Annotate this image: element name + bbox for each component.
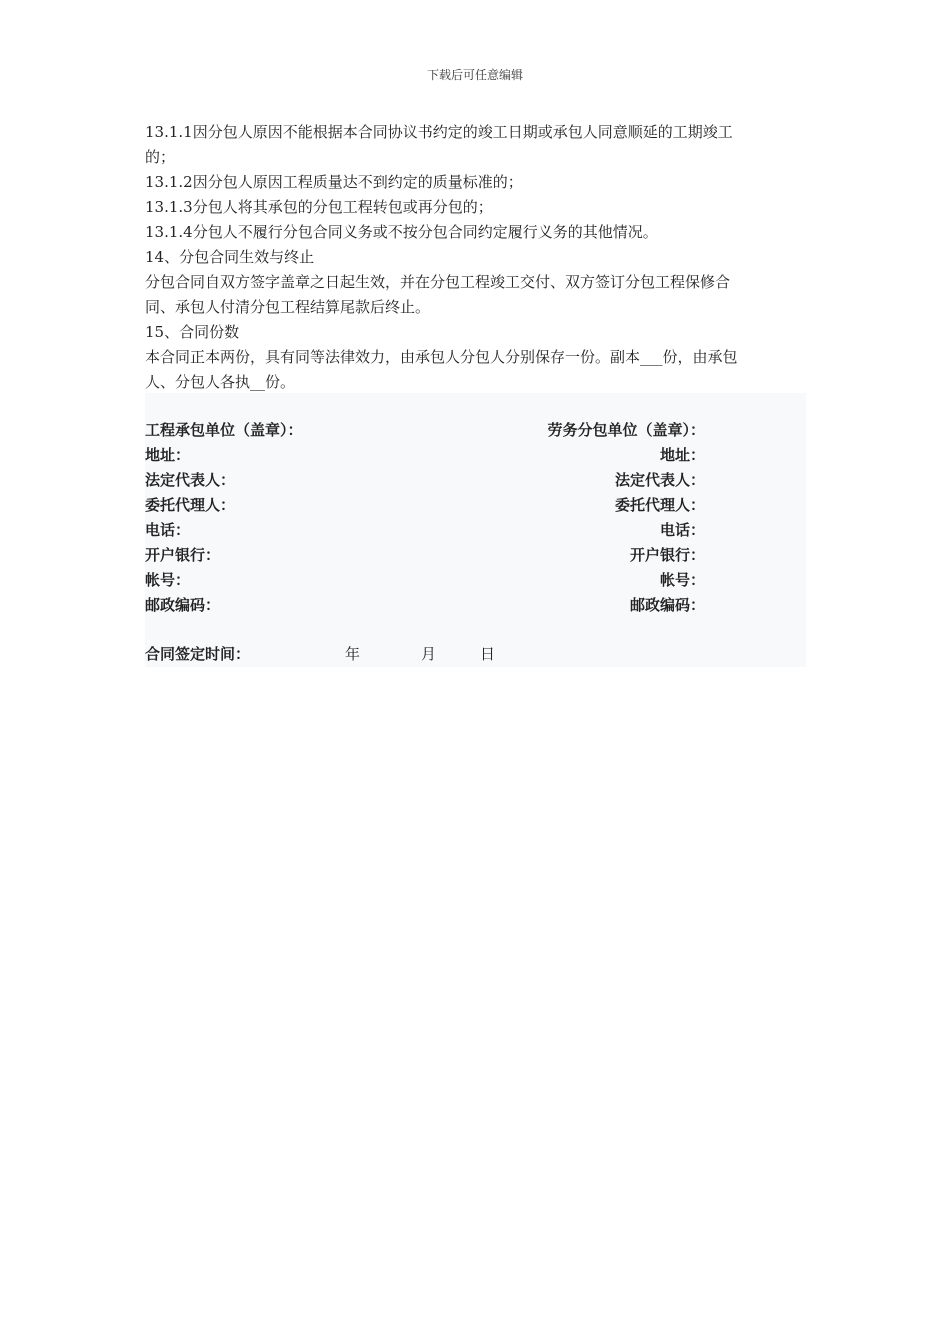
paragraph-line: 13.1.1因分包人原因不能根据本合同协议书约定的竣工日期或承包人同意顺延的工期竣工 [145,123,733,141]
signature-block [145,393,806,667]
section-heading: 14、分包合同生效与终止 [145,248,315,266]
contractor-postcode-label: 邮政编码： [145,596,221,614]
signature-row-phone [145,518,806,543]
subcontractor-address-label: 地址： [659,446,705,464]
day-label: 日 [480,645,496,663]
paragraph-line: 人、分包人各执__份。 [145,373,296,391]
paragraph-line: 分包合同自双方签字盖章之日起生效，并在分包工程竣工交付、双方签订分包工程保修合 [145,273,731,291]
contractor-agent-label: 委托代理人： [145,496,236,514]
signature-row-address [145,443,806,468]
subcontractor-phone-label: 电话： [659,521,705,539]
subcontractor-unit-label: 劳务分包单位（盖章）： [547,421,705,439]
signature-row-account [145,568,806,593]
paragraph-line: 13.1.2因分包人原因工程质量达不到约定的质量标准的； [145,173,523,191]
header-note: 下载后可任意编辑 [426,68,523,82]
subcontractor-account-label: 帐号： [659,571,705,589]
year-label: 年 [345,645,361,663]
paragraph-line: 本合同正本两份，具有同等法律效力，由承包人分包人分别保存一份。副本___份，由承包 [145,348,738,366]
signing-date-row [145,642,806,667]
signature-row-unit [145,418,806,443]
paragraph-line: 13.1.3分包人将其承包的分包工程转包或再分包的； [145,198,493,216]
month-label: 月 [421,645,437,663]
signature-row-agent [145,493,806,518]
subcontractor-postcode-label: 邮政编码： [629,596,705,614]
contractor-unit-label: 工程承包单位（盖章）： [145,421,303,439]
contractor-legal-rep-label: 法定代表人： [145,471,236,489]
subcontractor-legal-rep-label: 法定代表人： [614,471,705,489]
paragraph-line: 同、承包人付清分包工程结算尾款后终止。 [145,298,431,316]
contract-body-text [145,120,807,395]
signature-row-postcode [145,593,806,618]
contractor-account-label: 帐号： [145,571,191,589]
subcontractor-agent-label: 委托代理人： [614,496,705,514]
section-heading: 15、合同份数 [145,323,240,341]
paragraph-line: 13.1.4分包人不履行分包合同义务或不按分包合同约定履行义务的其他情况。 [145,223,658,241]
signing-date-label: 合同签定时间： [145,645,251,663]
contractor-bank-label: 开户银行： [145,546,221,564]
paragraph-line: 的； [145,148,176,166]
signature-row-legal-rep [145,468,806,493]
signature-row-bank [145,543,806,568]
subcontractor-bank-label: 开户银行： [629,546,705,564]
contractor-address-label: 地址： [145,446,191,464]
contractor-phone-label: 电话： [145,521,191,539]
